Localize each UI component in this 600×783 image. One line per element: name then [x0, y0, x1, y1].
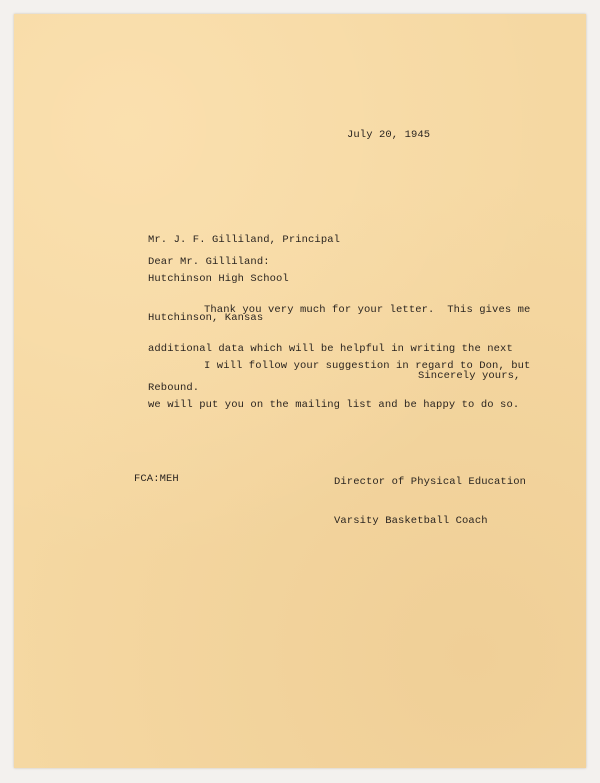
closing: Sincerely yours,	[418, 370, 521, 382]
paragraph-2	[148, 334, 530, 438]
recipient-name-line: Mr. J. F. Gilliland, Principal	[148, 234, 341, 246]
recipient-city-line: Hutchinson, Kansas	[148, 312, 264, 324]
salutation: Dear Mr. Gilliland:	[148, 256, 270, 268]
signature-title-line-1: Director of Physical Education	[334, 476, 527, 488]
signature-title-line-2: Varsity Basketball Coach	[334, 515, 488, 527]
paragraph-2-line-2: we will put you on the mailing list and be happy to do so.	[148, 399, 520, 411]
paragraph-1-line-2: additional data which will be helpful in writing the next	[148, 343, 513, 355]
signature-block	[334, 450, 526, 554]
reference-initials: FCA:MEH	[134, 473, 179, 485]
paragraph-2-line-1: I will follow your suggestion in regard to Don, but	[204, 360, 531, 372]
recipient-school-line: Hutchinson High School	[148, 273, 289, 285]
paragraph-1-line-3: Rebound.	[148, 382, 200, 394]
paragraph-1-line-1: Thank you very much for your letter. This gives me	[204, 304, 531, 316]
letter-page	[14, 14, 586, 768]
letter-date: July 20, 1945	[347, 129, 431, 141]
